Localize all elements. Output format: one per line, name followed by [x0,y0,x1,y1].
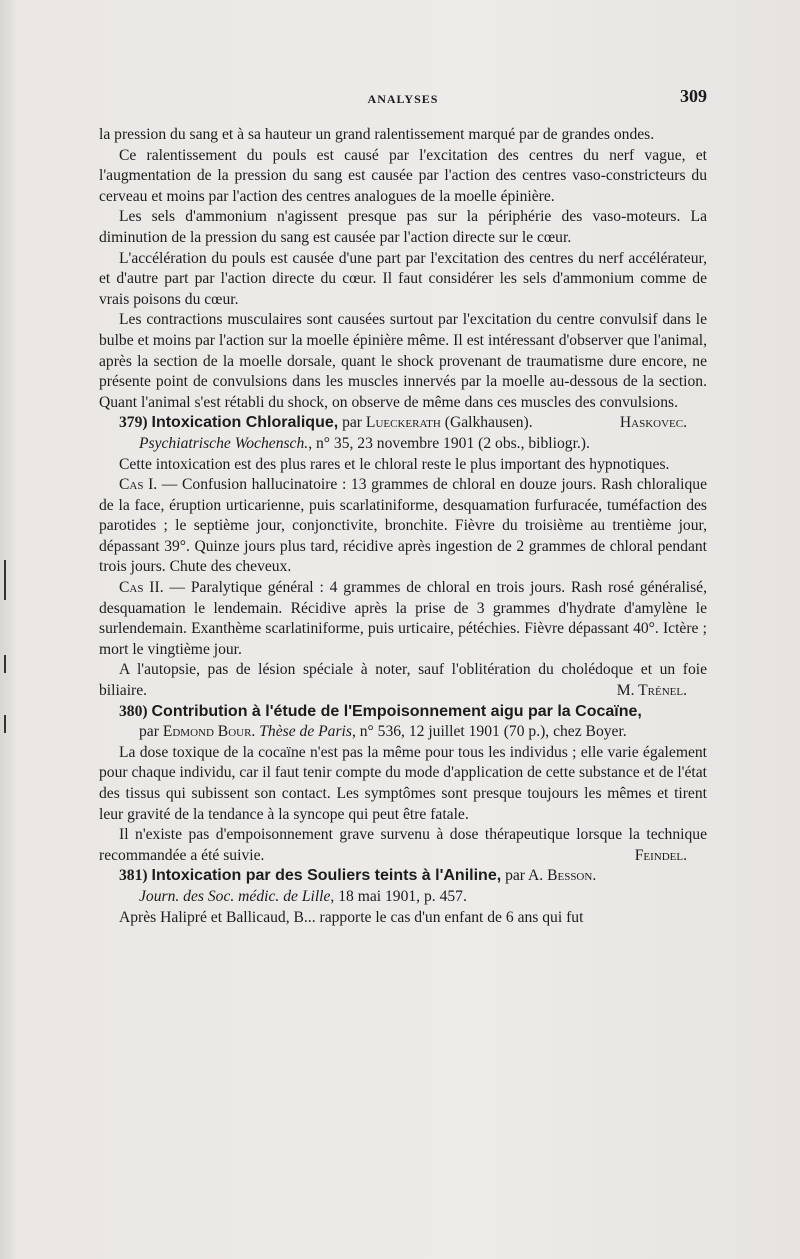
article-heading-380 [99,702,707,743]
page-number: 309 [680,86,707,106]
article-title: Intoxication par des Souliers teints à l'Aniline, [151,867,502,885]
binding-edge-mark [4,560,6,600]
author-signature: M. Trénel. [616,682,687,700]
article-title: Contribution à l'étude de l'Empoisonnement aigu par la Cocaïne, [151,702,642,720]
journal-name: Psychiatrische Wochensch. [139,434,309,452]
paragraph: Après Halipré et Ballicaud, B... rapporte le cas d'un enfant de 6 ans qui fut [119,908,584,926]
article-reference [99,887,707,908]
reference-details: , n° 536, 12 juillet 1901 (70 p.), chez Boyer. [351,723,627,741]
author-signature: Feindel. [634,846,687,864]
by-label: par [342,414,363,432]
paragraph: Cette intoxication est des plus rares et le chloral reste le plus important des hypnotiques. [119,455,670,473]
paragraph: Ce ralentissement du pouls est causé par l'excitation des centres du nerf vague, et l'augmentation de la pression du sang est causée par l'action des centres vaso-constricteurs du cerveau et moins par l'action des centres analogues de la moelle épinière. [99,146,707,205]
article-author: Lueckerath [365,414,441,432]
article-title: Intoxication Chloralique, [151,414,339,432]
article-reference [99,722,707,743]
running-head: ANALYSES [367,92,439,106]
page-body [99,125,707,928]
journal-name: Thèse de Paris [259,723,352,741]
article-author: Besson. [547,867,597,885]
author-signature: Haskovec. [619,414,687,432]
case-label: Cas I. [119,476,158,494]
paragraph-text: Les contractions musculaires sont causées surtout par l'excitation du centre convulsif dans le bulbe et moins par l'action sur la moelle épinière même. Il est intéressant d'observer que l'animal, après la section de la moelle dorsale, quant le shock provenant de traumatisme dure encore, ne présente point de convulsions dans les muscles innervés par la moelle au-dessous de la section. Quant l'animal s'est rétabli du shock, on observe de même dans ces muscles des convulsions. [99,311,707,411]
paragraph-text: A l'autopsie, pas de lésion spéciale à noter, sauf l'oblitération du cholédoque et un foie biliaire. [99,661,707,700]
paragraph: L'accélération du pouls est causée d'une part par l'excitation des centres du nerf accélérateur, et d'autre part par l'action directe du cœur. Il faut considérer les sels d'ammonium comme de vrais poisons du cœur. [99,249,707,308]
binding-edge-mark [4,655,6,673]
paragraph: La dose toxique de la cocaïne n'est pas la même pour tous les individus ; elle varie également pour chaque individu, car il faut tenir compte du mode d'application de cette substance et de l'état des tissus qui subissent son contact. Les symptômes sont presque toujours les mêmes et tirent leur gravité de la tendance à la syncope qui peut être fatale. [99,743,707,823]
by-label: par [139,723,159,741]
article-number: 379) [119,414,148,432]
case-text: — Paralytique général : 4 grammes de chloral en trois jours. Rash rosé généralisé, desquamation le lendemain. Récidive après la prise de 3 grammes d'hydrate d'amylène le surlendemain. Exanthème scarlatiniforme, puis urticaire, pétéchies. Fièvre dépassant 40°. Ictère ; mort le vingtième jour. [99,579,707,658]
page-header [99,86,707,112]
article-reference [99,434,707,455]
article-number: 381) [119,867,148,885]
article-author: Edmond Bour. [162,723,256,741]
case-label: Cas II. [119,579,164,597]
article-heading-381 [99,866,707,907]
article-place: (Galkhausen). [444,414,533,432]
paragraph-text: Il n'existe pas d'empoisonnement grave survenu à dose thérapeutique lorsque la technique recommandée a été suivie. [99,826,707,864]
paragraph [99,825,707,866]
paragraph [99,475,707,578]
paragraph: la pression du sang et à sa hauteur un grand ralentissement marqué par de grandes ondes. [99,126,655,143]
paragraph: Les sels d'ammonium n'agissent presque pas sur la périphérie des vaso-moteurs. La diminution de la pression du sang est causée par l'action directe sur le cœur. [99,208,707,246]
paragraph [99,660,707,701]
binding-edge-mark [4,715,6,733]
paragraph [99,578,707,660]
journal-name: Journ. des Soc. médic. de Lille [139,887,331,905]
reference-details: , n° 35, 23 novembre 1901 (2 obs., bibliogr.). [308,434,590,452]
by-label: par A. [505,867,544,885]
case-text: — Confusion hallucinatoire : 13 grammes de chloral en douze jours. Rash chloralique de la face, éruption urticarienne, puis scarlatiniforme, desquamation furfuracée, tuméfaction des parotides ; le septième jour, conjonctivite, bronchite. Fièvre du troisième au trentième jour, dépassant 39°. Quinze jours plus tard, récidive après ingestion de 2 grammes de chloral pendant trois jours. Chute des cheveux. [99,476,708,576]
reference-details: , 18 mai 1901, p. 457. [330,887,467,905]
article-number: 380) [119,702,148,720]
